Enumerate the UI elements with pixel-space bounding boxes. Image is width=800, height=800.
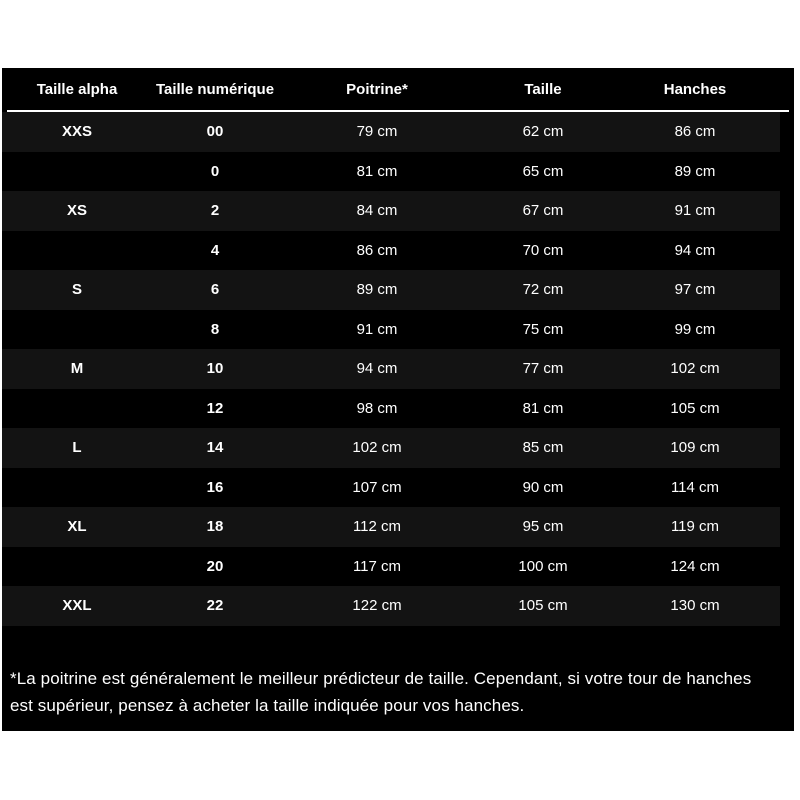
table-row [2,191,780,231]
footnote-text: *La poitrine est généralement le meilleur prédicteur de taille. Cependant, si votre tour de hanches est supérieur, pensez à acheter la taille indiquée pour vos hanches. [10,668,752,715]
cell-numeric: 18 [206,518,224,536]
table-row [2,112,780,152]
cell-numeric: 8 [210,320,220,338]
table-row [2,547,780,587]
cell-numeric: 6 [210,281,220,299]
table-row [2,586,780,626]
table-row [2,389,780,429]
cell-chest: 86 cm [356,241,398,259]
cell-waist: 81 cm [522,399,564,417]
table-row [2,468,780,508]
header-cell-numeric-size: Taille numérique [155,80,275,98]
cell-alpha: XS [66,202,87,220]
table-row [2,152,780,192]
cell-hips: 105 cm [670,399,720,417]
cell-numeric: 16 [206,478,224,496]
cell-chest: 84 cm [356,202,398,220]
cell-chest: 79 cm [356,123,398,141]
cell-waist: 85 cm [522,439,564,457]
cell-chest: 112 cm [352,518,402,536]
table-row [2,507,780,547]
cell-hips: 89 cm [674,162,716,180]
cell-alpha: XXS [61,123,92,141]
cell-alpha: XXL [62,597,92,615]
cell-numeric: 12 [206,399,224,417]
header-cell-chest: Poitrine* [346,80,408,98]
cell-chest: 89 cm [356,281,398,299]
cell-chest: 94 cm [356,360,398,378]
cell-chest: 122 cm [352,597,402,615]
table-row [2,231,780,271]
cell-hips: 102 cm [670,360,720,378]
cell-numeric: 0 [210,162,220,180]
header-cell-waist: Taille [524,80,562,98]
cell-numeric: 10 [206,360,224,378]
cell-chest: 91 cm [356,320,398,338]
cell-waist: 72 cm [522,281,564,299]
cell-chest: 98 cm [356,399,398,417]
cell-hips: 97 cm [674,281,716,299]
cell-waist: 65 cm [522,162,564,180]
cell-alpha: L [72,439,82,457]
table-row [2,310,780,350]
cell-hips: 114 cm [670,478,720,496]
size-chart-table [2,68,780,110]
cell-chest: 102 cm [352,439,402,457]
cell-waist: 77 cm [522,360,564,378]
table-row [2,428,780,468]
cell-hips: 130 cm [670,597,720,615]
cell-waist: 105 cm [518,597,568,615]
cell-alpha: XL [67,518,87,536]
cell-hips: 124 cm [670,557,720,575]
cell-numeric: 00 [206,123,224,141]
header-cell-alpha-size: Taille alpha [36,80,118,98]
cell-waist: 90 cm [522,478,564,496]
cell-numeric: 2 [210,202,220,220]
cell-hips: 91 cm [674,202,716,220]
cell-hips: 119 cm [670,518,720,536]
cell-numeric: 14 [206,439,224,457]
cell-chest: 107 cm [352,478,402,496]
table-header-row [2,68,780,110]
cell-numeric: 22 [206,597,224,615]
size-chart-panel [2,68,794,731]
cell-hips: 86 cm [674,123,716,141]
table-row [2,349,780,389]
cell-waist: 100 cm [518,557,568,575]
cell-hips: 94 cm [674,241,716,259]
table-row [2,270,780,310]
cell-hips: 109 cm [670,439,720,457]
cell-waist: 67 cm [522,202,564,220]
cell-hips: 99 cm [674,320,716,338]
cell-waist: 75 cm [522,320,564,338]
cell-waist: 62 cm [522,123,564,141]
size-chart-body [2,112,780,626]
cell-chest: 117 cm [352,557,402,575]
cell-waist: 95 cm [522,518,564,536]
cell-numeric: 20 [206,557,224,575]
cell-waist: 70 cm [522,241,564,259]
cell-alpha: S [71,281,82,299]
header-cell-hips: Hanches [663,80,727,98]
cell-numeric: 4 [210,241,220,259]
cell-alpha: M [70,360,84,378]
cell-chest: 81 cm [356,162,398,180]
